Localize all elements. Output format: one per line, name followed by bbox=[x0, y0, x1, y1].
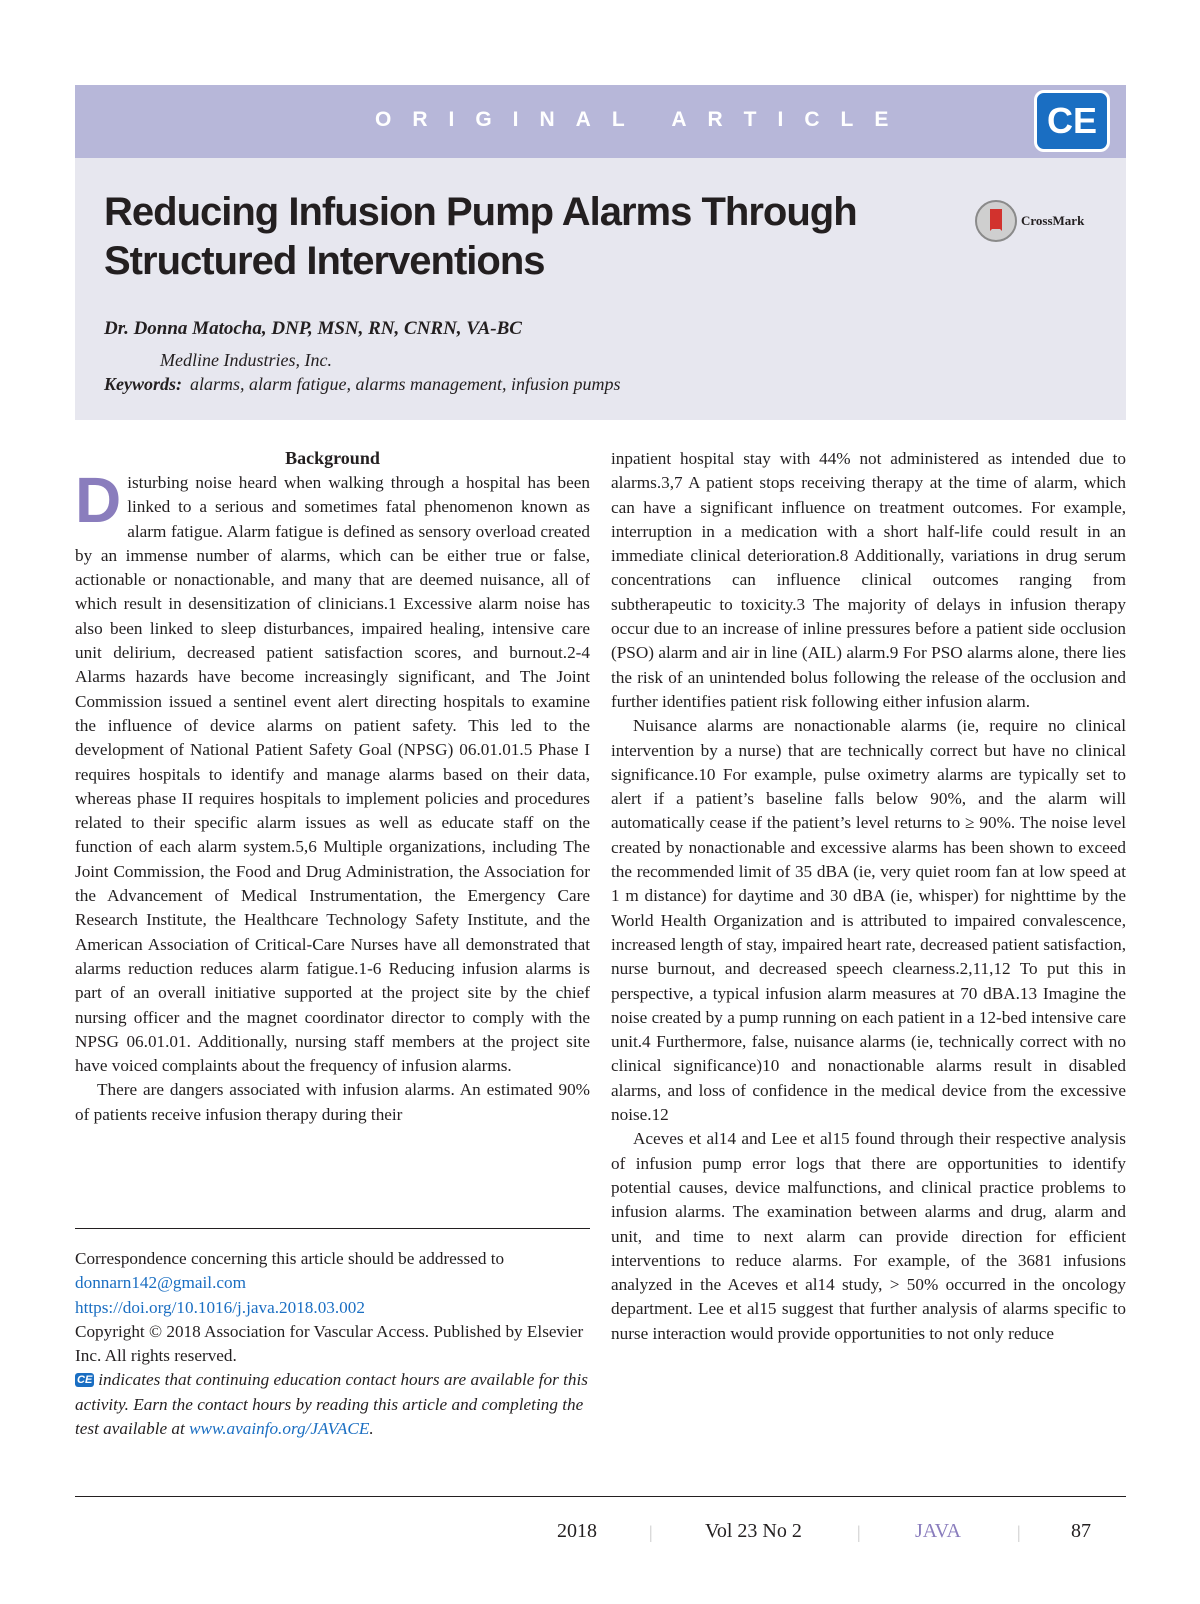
body-paragraph: There are dangers associated with infusion alarms. An estimated 90% of patients receive infusion therapy during their bbox=[75, 1080, 590, 1124]
drop-cap: D bbox=[75, 464, 122, 536]
doi-link[interactable]: https://doi.org/10.1016/j.java.2018.03.002 bbox=[75, 1297, 365, 1317]
keywords-label: Keywords: bbox=[104, 374, 182, 394]
right-column bbox=[611, 447, 1126, 1346]
email-link[interactable]: donnarn142@gmail.com bbox=[75, 1273, 246, 1293]
article-header bbox=[75, 158, 1126, 420]
ce-icon: CE bbox=[77, 1374, 93, 1387]
ce-badge-icon: CE bbox=[1034, 90, 1110, 152]
footer-year: 2018 bbox=[557, 1520, 597, 1542]
author-affiliation: Medline Industries, Inc. bbox=[160, 350, 332, 370]
left-column bbox=[75, 447, 590, 1127]
correspondence-footnote bbox=[75, 1247, 590, 1441]
footer-volume: Vol 23 No 2 bbox=[705, 1520, 802, 1542]
footer-separator: | bbox=[857, 1522, 861, 1542]
footer-page-number: 87 bbox=[1071, 1520, 1091, 1542]
body-paragraph-text: isturbing noise heard when walking through a hospital has been linked to a serious and sometimes fatal phenomenon known as alarm fatigue. Alarm fatigue is defined as sensory overload created by an immense number of alarms, which can be either true or false, actionable or nonactionable, and many that are deemed nuisance, all of which result in desensitization of clinicians.1 Excessive alarm noise has also been linked to sleep disturbances, impaired healing, intensive care unit delirium, decreased patient satisfaction scores, and burnout.2-4 Alarms hazards have become increasingly significant, and The Joint Commission issued a sentinel event alert directing hospitals to examine the influence of device alarms on patient safety. This led to the development of National Patient Safety Goal (NPSG) 06.01.01.5 Phase I requires hospitals to identify and manage alarms based on their data, whereas phase II requires hospitals to implement policies and procedures related to their specific alarm issues as well as educate staff on the function of each alarm system.5,6 Multiple organizations, including The Joint Commission, the Food and Drug Administration, the Association for the Advancement of Medical Instrumentation, the Emergency Care Research Institute, the Healthcare Technology Safety Institute, and the American Association of Critical-Care Nurses have all demonstrated that alarms reduction reduces alarm fatigue.1-6 Reducing infusion alarms is part of an overall initiative supported at the project site by the chief nursing officer and the magnet coordinator director to comply with the NPSG 06.01.01. Additionally, nursing staff members at the project site have voiced complaints about the frequency of infusion alarms. bbox=[75, 473, 590, 1076]
section-heading-background: Background bbox=[285, 448, 380, 468]
crossmark-icon bbox=[975, 200, 1017, 242]
footer-separator: | bbox=[649, 1522, 653, 1542]
body-paragraph bbox=[75, 464, 590, 1078]
keywords-line bbox=[104, 374, 621, 395]
footer-journal: JAVA bbox=[915, 1520, 961, 1542]
crossmark-label: CrossMark bbox=[1021, 213, 1085, 228]
correspondence-text: Correspondence concerning this article should be addressed to bbox=[75, 1249, 505, 1268]
article-title: Reducing Infusion Pump Alarms Through Structured Interventions bbox=[104, 190, 857, 283]
ce-note bbox=[75, 1368, 590, 1441]
body-paragraph: Aceves et al14 and Lee et al15 found through their respective analysis of infusion pump error logs that there are opportunities to identify potential causes, device malfunctions, and clinical practice problems to infusion alarms. The examination between alarms and drug, alarm and unit, and time to next alarm can provide direction for efficient interventions to reduce alarms. For example, of the 3681 infusions analyzed in the Aceves et al14 study, > 50% occurred in the oncology department. Lee et al15 suggest that further analysis of alarms specific to nurse interaction would provide opportunities to not only reduce bbox=[611, 1129, 1126, 1343]
crossmark-link[interactable] bbox=[975, 201, 1125, 241]
footer-separator: | bbox=[1017, 1522, 1021, 1542]
body-paragraph: inpatient hospital stay with 44% not administered as intended due to alarms.3,7 A patient stops receiving therapy at the time of alarm, which can have a significant influence on treatment outcomes. For example, interruption in a medication with a short half-life could result in an immediate clinical deterioration.8 Additionally, variations in drug serum concentrations can influence clinical outcomes ranging from subtherapeutic to toxicity.3 The majority of delays in infusion therapy occur due to an increase of inline pressures before a patient side occlusion (PSO) alarm and air in line (AIL) alarm.9 For PSO alarms alone, there lies the risk of an unintended bolus following the release of the occlusion and further identifies patient risk following either infusion alarm. bbox=[611, 449, 1126, 711]
body-paragraph: Nuisance alarms are nonactionable alarms (ie, require no clinical intervention by a nurse) that are technically correct but have no clinical significance.10 For example, pulse oximetry alarms are typically set to alert if a patient’s baseline falls below 90%, and the alarm will automatically cease if the patient’s level returns to ≥ 90%. The noise level created by nonactionable and excessive alarms has been shown to exceed the recommended limit of 35 dBA (ie, very quiet room fan at low speed at 1 m distance) for daytime and 30 dBA (ie, whisper) for nighttime by the World Health Organization and is attributed to impaired convalescence, increased length of stay, impaired heart rate, decreased patient satisfaction, nurse burnout, and decreased speech clearness.2,11,12 To put this in perspective, a typical infusion alarm measures at 70 dBA.13 Imagine the noise created by a pump running on each patient in a 12-bed intensive care unit.4 Furthermore, false, nuisance alarms (ie, technically correct with no clinical significance)10 and nonactionable alarms result in disabled alarms, and loss of confidence in the medical device from the excessive noise.12 bbox=[611, 716, 1126, 1125]
article-type-label: ORIGINAL ARTICLE bbox=[375, 108, 910, 131]
keywords-list: alarms, alarm fatigue, alarms management, infusion pumps bbox=[190, 374, 621, 394]
ce-note-end: . bbox=[369, 1419, 374, 1439]
copyright-text: Copyright © 2018 Association for Vascular Access. Published by Elsevier Inc. All rights reserved. bbox=[75, 1321, 584, 1366]
article-type-banner bbox=[75, 85, 1126, 158]
footer-divider bbox=[75, 1496, 1126, 1497]
author-name: Dr. Donna Matocha, DNP, MSN, RN, CNRN, VA-BC bbox=[104, 318, 522, 339]
ce-test-link[interactable]: www.avainfo.org/JAVACE bbox=[189, 1419, 370, 1439]
footnote-divider bbox=[75, 1228, 590, 1229]
ce-note-text: indicates that continuing education contact hours are available for this activity. Earn the contact hours by reading this article and completing the test available at bbox=[75, 1370, 588, 1439]
